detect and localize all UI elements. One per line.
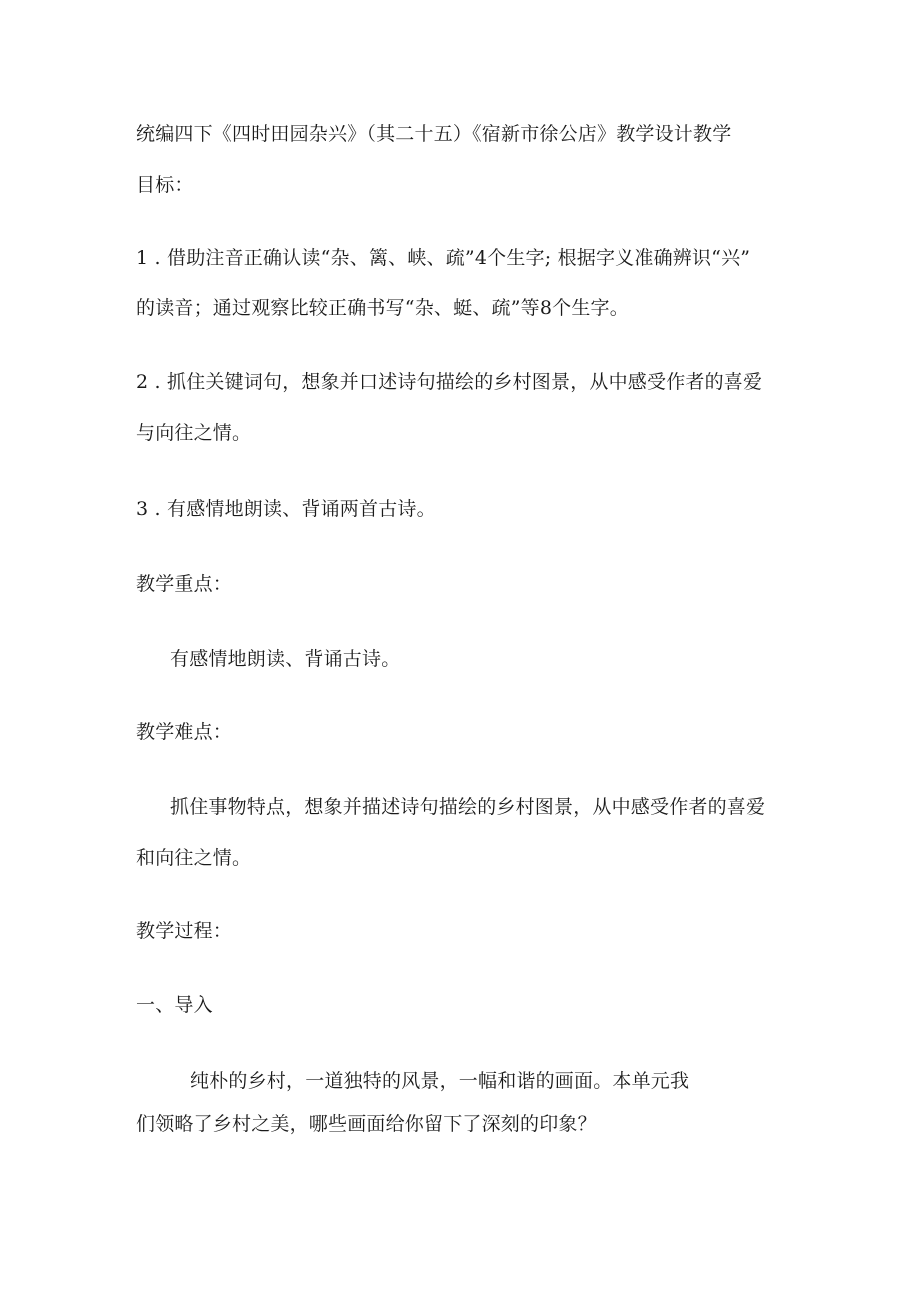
intro-line-2: 们领略了乡村之美，哪些画面给你留下了深刻的印象？ [136, 1113, 597, 1135]
objective-2-line-1: 2 . 抓住关键词句，想象并口述诗句描绘的乡村图景，从中感受作者的喜爱 [136, 371, 763, 393]
difficulties-heading: 教学难点： [136, 721, 233, 743]
objective-1-line-2: 的读音；通过观察比较正确书写“杂、蜓、疏”等8个生字。 [136, 297, 629, 319]
key-points-heading: 教学重点： [136, 573, 233, 595]
objective-1-line-1: 1 . 借助注音正确认读“杂、篱、峡、疏”4个生字; 根据字义准确辨识“兴” [136, 247, 751, 269]
section-1-heading: 一、导入 [136, 994, 213, 1016]
difficulties-line-1: 抓住事物特点，想象并描述诗句描绘的乡村图景，从中感受作者的喜爱 [170, 796, 766, 818]
intro-line-1: 纯朴的乡村，一道独特的风景，一幅和谐的画面。本单元我 [190, 1070, 690, 1092]
objective-3-line-1: 3 . 有感情地朗读、背诵两首古诗。 [136, 498, 436, 520]
objective-2-line-2: 与向往之情。 [136, 422, 252, 444]
document-title-line-1: 统编四下《四时田园杂兴》（其二十五）《宿新市徐公店》教学设计教学 [136, 123, 732, 145]
document-title-line-2: 目标： [136, 174, 194, 196]
difficulties-line-2: 和向往之情。 [136, 847, 252, 869]
process-heading: 教学过程： [136, 920, 233, 942]
key-points-text: 有感情地朗读、背诵古诗。 [170, 648, 401, 670]
